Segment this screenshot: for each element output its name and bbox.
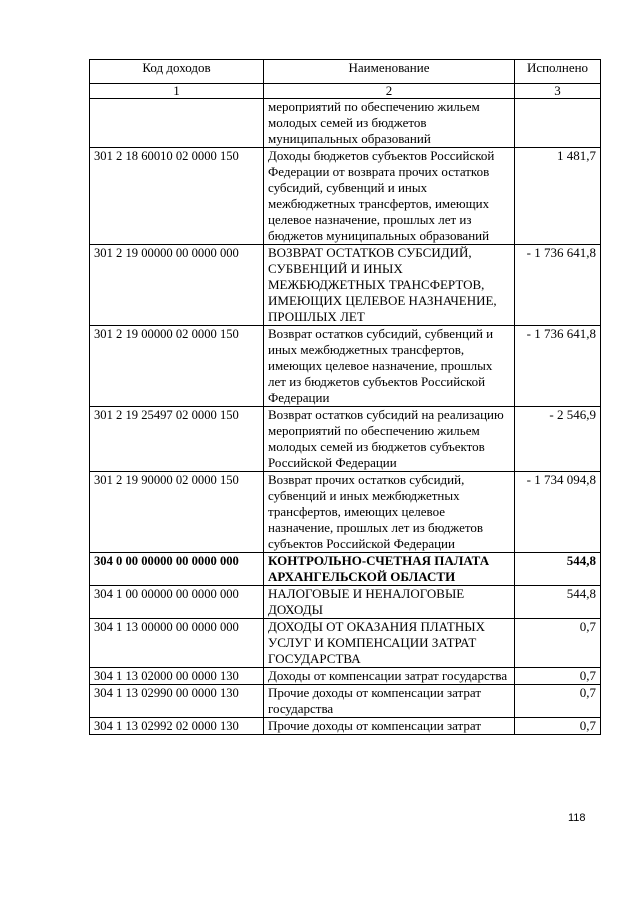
table-row (90, 407, 601, 472)
row-amount: - 1 734 094,8 (515, 472, 601, 553)
table-row (90, 619, 601, 668)
row-name: Доходы от компенсации затрат государства (264, 668, 515, 685)
table-row (90, 685, 601, 718)
column-number-1: 1 (90, 84, 264, 99)
table-row (90, 99, 601, 148)
row-code: 304 1 13 02992 02 0000 130 (90, 718, 264, 735)
row-code (90, 99, 264, 148)
row-amount: 0,7 (515, 685, 601, 718)
row-amount: - 1 736 641,8 (515, 326, 601, 407)
row-name: ДОХОДЫ ОТ ОКАЗАНИЯ ПЛАТНЫХ УСЛУГ И КОМПЕНСАЦИИ ЗАТРАТ ГОСУДАРСТВА (264, 619, 515, 668)
row-code: 304 1 00 00000 00 0000 000 (90, 586, 264, 619)
row-code: 304 0 00 00000 00 0000 000 (90, 553, 264, 586)
row-amount: 0,7 (515, 668, 601, 685)
row-amount: 544,8 (515, 553, 601, 586)
table-header-row (90, 60, 601, 84)
row-amount: - 1 736 641,8 (515, 245, 601, 326)
row-code: 304 1 13 02000 00 0000 130 (90, 668, 264, 685)
row-name: Прочие доходы от компенсации затрат (264, 718, 515, 735)
header-code: Код доходов (90, 60, 264, 84)
table-row (90, 553, 601, 586)
table-row (90, 472, 601, 553)
row-name: Доходы бюджетов субъектов Российской Федерации от возврата прочих остатков субсидий, субвенций и иных межбюджетных трансфертов, имеющих целевое назначение, прошлых лет из бюджетов муниципальных образований (264, 148, 515, 245)
row-code: 301 2 19 00000 02 0000 150 (90, 326, 264, 407)
row-name: Возврат прочих остатков субсидий, субвенций и иных межбюджетных трансфертов, имеющих целевое назначение, прошлых лет из бюджетов субъектов Российской Федерации (264, 472, 515, 553)
row-code: 301 2 19 25497 02 0000 150 (90, 407, 264, 472)
row-amount: - 2 546,9 (515, 407, 601, 472)
header-name: Наименование (264, 60, 515, 84)
row-name: Возврат остатков субсидий, субвенций и иных межбюджетных трансфертов, имеющих целевое назначение, прошлых лет из бюджетов субъектов Российской Федерации (264, 326, 515, 407)
table-row (90, 245, 601, 326)
table-row (90, 718, 601, 735)
header-amount: Исполнено (515, 60, 601, 84)
row-name: мероприятий по обеспечению жильем молодых семей из бюджетов муниципальных образований (264, 99, 515, 148)
row-code: 301 2 19 00000 00 0000 000 (90, 245, 264, 326)
row-code: 304 1 13 00000 00 0000 000 (90, 619, 264, 668)
row-name: Прочие доходы от компенсации затрат государства (264, 685, 515, 718)
row-name: НАЛОГОВЫЕ И НЕНАЛОГОВЫЕ ДОХОДЫ (264, 586, 515, 619)
row-name: Возврат остатков субсидий на реализацию мероприятий по обеспечению жильем молодых семей из бюджетов субъектов Российской Федерации (264, 407, 515, 472)
column-number-row (90, 84, 601, 99)
table-row (90, 586, 601, 619)
row-code: 301 2 18 60010 02 0000 150 (90, 148, 264, 245)
row-code: 301 2 19 90000 02 0000 150 (90, 472, 264, 553)
page-number: 118 (568, 812, 586, 824)
row-name: КОНТРОЛЬНО-СЧЕТНАЯ ПАЛАТА АРХАНГЕЛЬСКОЙ ОБЛАСТИ (264, 553, 515, 586)
revenue-table (89, 59, 601, 735)
row-amount (515, 99, 601, 148)
table-row (90, 668, 601, 685)
table-row (90, 148, 601, 245)
row-code: 304 1 13 02990 00 0000 130 (90, 685, 264, 718)
row-amount: 1 481,7 (515, 148, 601, 245)
row-amount: 544,8 (515, 586, 601, 619)
row-name: ВОЗВРАТ ОСТАТКОВ СУБСИДИЙ, СУБВЕНЦИЙ И ИНЫХ МЕЖБЮДЖЕТНЫХ ТРАНСФЕРТОВ, ИМЕЮЩИХ ЦЕЛЕВОЕ НАЗНАЧЕНИЕ, ПРОШЛЫХ ЛЕТ (264, 245, 515, 326)
row-amount: 0,7 (515, 619, 601, 668)
column-number-2: 2 (264, 84, 515, 99)
row-amount: 0,7 (515, 718, 601, 735)
column-number-3: 3 (515, 84, 601, 99)
table-row (90, 326, 601, 407)
